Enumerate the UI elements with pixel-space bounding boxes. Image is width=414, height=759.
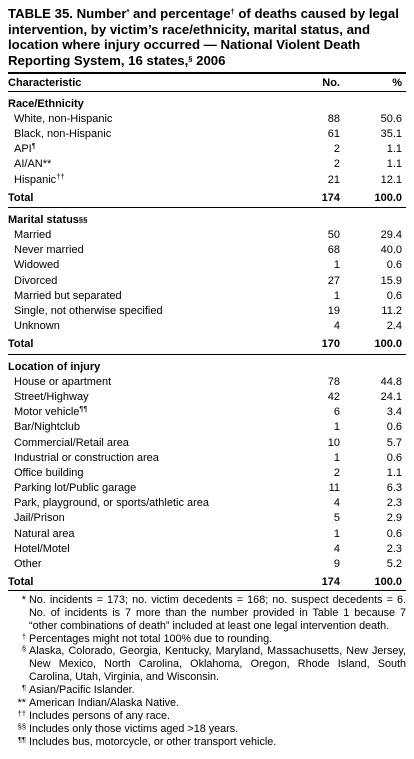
- footnote-mark-symbol: †: [21, 631, 26, 641]
- table-row: [8, 243, 406, 258]
- table-row: [8, 389, 406, 404]
- table-row: [8, 541, 406, 556]
- total-count: 174: [321, 191, 340, 204]
- row-percent: 24.1: [380, 390, 402, 403]
- table-row: [8, 450, 406, 465]
- row-percent: 3.4: [386, 406, 402, 419]
- row-count: 10: [327, 436, 340, 449]
- row-label-text: House or apartment: [14, 375, 112, 388]
- row-label: [8, 528, 280, 540]
- section-heading-label: Race/Ethnicity: [8, 97, 84, 110]
- row-percent: 0.6: [386, 451, 402, 464]
- row-label: [8, 275, 280, 287]
- row-label: [8, 497, 280, 509]
- row-count: 1: [333, 259, 340, 272]
- row-label: [8, 113, 280, 125]
- footnote: [8, 736, 406, 749]
- footnote-mark-symbol: ¶: [21, 683, 26, 693]
- total-row: [8, 190, 406, 205]
- table-row: [8, 228, 406, 243]
- column-header: [8, 74, 406, 91]
- total-percent: 100.0: [374, 338, 402, 351]
- footnote-text: Includes bus, motorcycle, or other transport vehicle.: [29, 735, 277, 748]
- row-percent: 5.7: [386, 436, 402, 449]
- total-percent: 100.0: [374, 191, 402, 204]
- total-label: Total: [8, 576, 34, 589]
- footnote: [8, 710, 406, 723]
- row-count: 27: [327, 274, 340, 287]
- row-count: 1: [333, 421, 340, 434]
- row-count: 1: [333, 527, 340, 540]
- row-label-text: Motor vehicle: [14, 406, 80, 419]
- row-label: [8, 406, 280, 418]
- total-percent: 100.0: [374, 576, 402, 589]
- footnote-mark-symbol: **: [17, 697, 26, 710]
- row-percent: 0.6: [386, 259, 402, 272]
- row-label-text: Jail/Prison: [14, 512, 65, 525]
- table-title: TABLE 35. Number* and percentage† of deaths caused by legal intervention, by victim’s race/ethnicity, marital status, and location where injury occurred — National Violent Death Reporting System, 16 states,§ 2006: [8, 6, 399, 68]
- total-row: [8, 337, 406, 352]
- row-percent: 0.6: [386, 421, 402, 434]
- row-count: 4: [333, 320, 340, 333]
- row-label: [8, 376, 280, 388]
- table-row: [8, 288, 406, 303]
- row-label: [8, 543, 280, 555]
- row-label-text: Black, non-Hispanic: [14, 127, 112, 140]
- footnote-mark: [8, 594, 29, 633]
- row-label: [8, 512, 280, 524]
- row-label: [8, 171, 280, 186]
- row-label-text: Street/Highway: [14, 390, 89, 403]
- row-label: [8, 229, 280, 241]
- footnote: [8, 723, 406, 736]
- footnote: [8, 684, 406, 697]
- table-row: [8, 526, 406, 541]
- section-heading: Marital status §§: [8, 213, 88, 226]
- footnote-mark: [8, 684, 29, 697]
- row-percent: 1.1: [386, 143, 402, 156]
- table-row: [8, 142, 406, 157]
- footnote-text: No. incidents = 173; no. victim decedents = 168; no. suspect decedents = 6. No. of incidents is 7 more than the number provided in Table 1 because 7 “other combinations of death” included at least one legal intervention death.: [29, 593, 406, 632]
- row-percent: 1.1: [386, 466, 402, 479]
- table-row: [8, 511, 406, 526]
- row-percent: 2.3: [386, 542, 402, 555]
- row-count: 42: [327, 390, 340, 403]
- row-label-text: Bar/Nightclub: [14, 421, 81, 434]
- total-label: Total: [8, 191, 34, 204]
- row-label-text: Industrial or construction area: [14, 451, 159, 464]
- row-count: 19: [327, 305, 340, 318]
- row-count: 50: [327, 229, 340, 242]
- total-count: 174: [321, 576, 340, 589]
- row-count: 4: [333, 497, 340, 510]
- footnote-text: Percentages might not total 100% due to rounding.: [29, 632, 273, 645]
- row-count: 2: [333, 158, 340, 171]
- row-label: [8, 482, 280, 494]
- row-percent: 12.1: [380, 173, 402, 186]
- row-percent: 2.4: [386, 320, 402, 333]
- row-label: [8, 437, 280, 449]
- table-row: [8, 481, 406, 496]
- row-label: [8, 244, 280, 256]
- row-label: [8, 128, 280, 140]
- row-label: [8, 391, 280, 403]
- row-count: 2: [333, 466, 340, 479]
- row-label: [8, 467, 280, 479]
- row-count: 78: [327, 375, 340, 388]
- row-count: 88: [327, 112, 340, 125]
- footnote-mark-symbol: ††: [17, 708, 26, 718]
- row-percent: 11.2: [381, 305, 402, 318]
- row-percent: 0.6: [386, 289, 402, 302]
- total-count: 170: [321, 338, 340, 351]
- row-label: [8, 452, 280, 464]
- table-row: [8, 157, 406, 172]
- bottom-rule: [8, 590, 406, 591]
- table-row: [8, 420, 406, 435]
- row-percent: 1.1: [386, 158, 402, 171]
- table-row: [8, 273, 406, 288]
- row-percent: 15.9: [380, 274, 402, 287]
- table-row: [8, 258, 406, 273]
- table-container: [8, 6, 406, 749]
- row-label-text: Natural area: [14, 527, 75, 540]
- row-count: 9: [333, 558, 340, 571]
- row-label-text: Commercial/Retail area: [14, 436, 129, 449]
- row-count: 2: [333, 143, 340, 156]
- row-count: 1: [333, 451, 340, 464]
- row-label: [8, 259, 280, 271]
- section-heading-label: Location of injury: [8, 360, 101, 373]
- row-label: [8, 421, 280, 433]
- row-percent: 6.3: [386, 482, 402, 495]
- footnote-mark-symbol: §: [21, 644, 26, 654]
- table-row: [8, 556, 406, 571]
- row-label-text: Unknown: [14, 320, 60, 333]
- row-count: 61: [327, 127, 340, 140]
- footnote: [8, 645, 406, 684]
- row-label-text: Parking lot/Public garage: [14, 482, 137, 495]
- row-percent: 0.6: [386, 527, 402, 540]
- footnote-text: Asian/Pacific Islander.: [29, 684, 135, 697]
- header-characteristic: Characteristic: [8, 76, 82, 89]
- table-row: [8, 111, 406, 126]
- row-label-text: Divorced: [14, 274, 58, 287]
- row-label: [8, 290, 280, 302]
- row-count: 1: [333, 289, 340, 302]
- row-label-text: Hotel/Motel: [14, 542, 70, 555]
- footnote-marker: ††: [56, 171, 65, 181]
- footnote-text: American Indian/Alaska Native.: [29, 697, 180, 710]
- row-label: [8, 158, 280, 170]
- row-percent: 35.1: [380, 127, 402, 140]
- footnote: [8, 697, 406, 710]
- row-label: [8, 305, 280, 317]
- footnotes: [8, 594, 406, 749]
- table-row: [8, 172, 406, 187]
- row-count: 4: [333, 542, 340, 555]
- table-row: [8, 435, 406, 450]
- row-percent: 44.8: [380, 375, 402, 388]
- row-label: [8, 320, 280, 332]
- section-heading: [8, 359, 406, 374]
- footnote-text: Alaska, Colorado, Georgia, Kentucky, Maryland, Massachusetts, New Jersey, New Mexico, North Carolina, Oklahoma, Oregon, Rhode Island, South Carolina, Utah, Virginia, and Wisconsin.: [29, 645, 406, 684]
- row-count: 68: [327, 244, 340, 257]
- row-percent: 2.9: [386, 512, 402, 525]
- footnote-mark: [8, 736, 29, 749]
- footnote-marker: ¶¶: [79, 404, 88, 414]
- table-row: [8, 465, 406, 480]
- row-label-text: AI/AN**: [14, 158, 52, 171]
- section-heading: [8, 96, 406, 111]
- table-row: [8, 496, 406, 511]
- footnote-text: Includes persons of any race.: [29, 709, 171, 722]
- row-count: 6: [333, 406, 340, 419]
- row-label-text: Office building: [14, 466, 84, 479]
- row-label: [8, 558, 280, 570]
- footnote-mark-symbol: *: [21, 593, 26, 606]
- footnote-marker: ¶: [31, 141, 36, 151]
- footnote-mark: [8, 645, 29, 684]
- row-label-text: White, non-Hispanic: [14, 112, 113, 125]
- table-row: [8, 126, 406, 141]
- section-heading-label: Marital status: [8, 213, 79, 226]
- row-percent: 40.0: [380, 244, 402, 257]
- footnote: [8, 633, 406, 646]
- row-label-text: Park, playground, or sports/athletic area: [14, 497, 210, 510]
- footnote-mark-symbol: §§: [17, 721, 26, 731]
- row-label-text: Single, not otherwise specified: [14, 305, 163, 318]
- row-percent: 50.6: [380, 112, 402, 125]
- table-row: [8, 374, 406, 389]
- row-percent: 29.4: [380, 229, 402, 242]
- row-label-text: API: [14, 143, 32, 156]
- row-label-text: Widowed: [14, 259, 60, 272]
- row-percent: 5.2: [386, 558, 402, 571]
- footnote-text: Includes only those victims aged >18 years.: [29, 722, 239, 735]
- row-label: [8, 143, 280, 155]
- table-row: [8, 319, 406, 334]
- row-label-text: Never married: [14, 244, 84, 257]
- row-percent: 2.3: [386, 497, 402, 510]
- table-row: [8, 405, 406, 420]
- total-row: [8, 575, 406, 590]
- header-pct: %: [392, 76, 402, 89]
- footnote-mark-symbol: ¶¶: [17, 734, 26, 744]
- row-label-text: Hispanic: [14, 173, 57, 186]
- row-count: 11: [328, 482, 340, 495]
- table-body: [8, 92, 406, 590]
- total-label: Total: [8, 338, 34, 351]
- footnote: [8, 594, 406, 633]
- header-no: No.: [322, 76, 340, 89]
- row-label-text: Married: [14, 229, 52, 242]
- row-count: 21: [327, 173, 340, 186]
- row-label-text: Married but separated: [14, 289, 122, 302]
- row-label-text: Other: [14, 558, 42, 571]
- table-row: [8, 303, 406, 318]
- row-count: 5: [333, 512, 340, 525]
